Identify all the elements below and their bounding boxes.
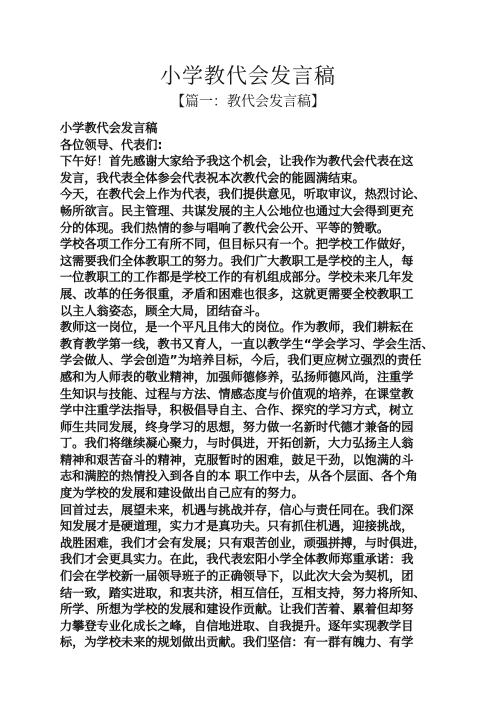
body-line: 所学、所想为学校的发展和建设作贡献。让我们苦着、累着但却努 xyxy=(60,602,414,617)
body-line: 知发展才是硬道理，实力才是真功夫。只有抓住机遇，迎接挑战， xyxy=(60,519,414,534)
body-line: 们会在学校新一届领导班子的正确领导下，以此次大会为契机，团 xyxy=(60,569,414,584)
body-line: 教师这一岗位，是一个平凡且伟大的岗位。作为教师，我们耕耘在 xyxy=(60,320,414,335)
body-line: 生知识与技能、过程与方法、情感态度与价值观的培养，在课堂教 xyxy=(60,386,414,401)
body-line: 感和为人师表的敬业精神，加强师德修养，弘扬师德风尚，注重学 xyxy=(60,369,414,384)
body-line: 回首过去，展望未来，机遇与挑战并存，信心与责任同在。我们深 xyxy=(60,502,414,517)
body-line: 志和满腔的热情投入到各自的本 职工作中去，从各个层面、各个角 xyxy=(60,469,418,484)
body-line: 展、改革的任务很重，矛盾和困难也很多，这就更需要全校教职工 xyxy=(60,286,414,301)
body-line: 畅所欲言。民主管理、共谋发展的主人公地位也通过大会得到更充 xyxy=(60,203,414,218)
body-line: 以主人翁姿态，顾全大局，团结奋斗。 xyxy=(60,303,268,318)
body-line: 战胜困难，我们才会有发展；只有艰苦创业，顽强拼搏，与时俱进， xyxy=(60,535,426,550)
body-line: 学中注重学法指导，积极倡导自主、合作、探究的学习方式，树立 xyxy=(60,403,414,418)
body-line: 度为学校的发展和建设做出自己应有的努力。 xyxy=(60,486,304,501)
body-line: 学校各项工作分工有所不同，但目标只有一个。把学校工作做好， xyxy=(60,237,414,252)
document-title: 小学教代会发言稿 xyxy=(160,64,336,88)
body-line: 学会做人、学会创造”为培养目标，今后，我们更应树立强烈的责任 xyxy=(60,353,422,368)
body-line: 一位教职工的工作都是学校工作的有机组成部分。学校未来几年发 xyxy=(60,270,414,285)
body-line: 下午好！首先感谢大家给予我这个机会，让我作为教代会代表在这 xyxy=(60,154,414,169)
body-line: 分的体现。我们热情的参与唱响了教代会公开、平等的赞歌。 xyxy=(60,220,390,235)
body-line: 教育教学第一线，教书又育人，一直以教学生“学会学习、学会生活、 xyxy=(60,336,434,351)
body-line: 标，为学校未来的规划做出贡献。我们坚信：有一群有魄力、有学 xyxy=(60,635,414,650)
document-body xyxy=(60,120,440,651)
body-line: 发言，我代表全体参会代表祝本次教代会的能圆满结束。 xyxy=(60,170,365,185)
body-line: 丁。我们将继续凝心聚力，与时俱进，开拓创新，大力弘扬主人翁 xyxy=(60,436,414,451)
body-line: 精神和艰苦奋斗的精神，克服暂时的困难，鼓足干劲，以饱满的斗 xyxy=(60,452,414,467)
body-line: 各位领导、代表们: xyxy=(60,137,163,152)
body-line: 小学教代会发言稿 xyxy=(60,121,158,135)
body-line: 师生共同发展，终身学习的思想，努力做一名新时代德才兼备的园 xyxy=(60,419,414,434)
body-line: 结一致，踏实进取，和衷共济，相互信任，互相支持，努力将所知、 xyxy=(60,585,426,600)
document-subtitle: 【篇一：教代会发言稿】 xyxy=(171,94,325,110)
body-line: 我们才会更具实力。在此，我代表宏阳小学全体教师郑重承诺：我 xyxy=(60,552,414,567)
body-line: 这需要我们全体教职工的努力。我们广大教职工是学校的主人，每 xyxy=(60,253,414,268)
body-line: 力攀登专业化成长之峰，自信地进取、自我提升。逐年实现教学目 xyxy=(60,618,414,633)
body-line: 今天，在教代会上作为代表，我们提供意见，听取审议，热烈讨论、 xyxy=(60,187,426,202)
